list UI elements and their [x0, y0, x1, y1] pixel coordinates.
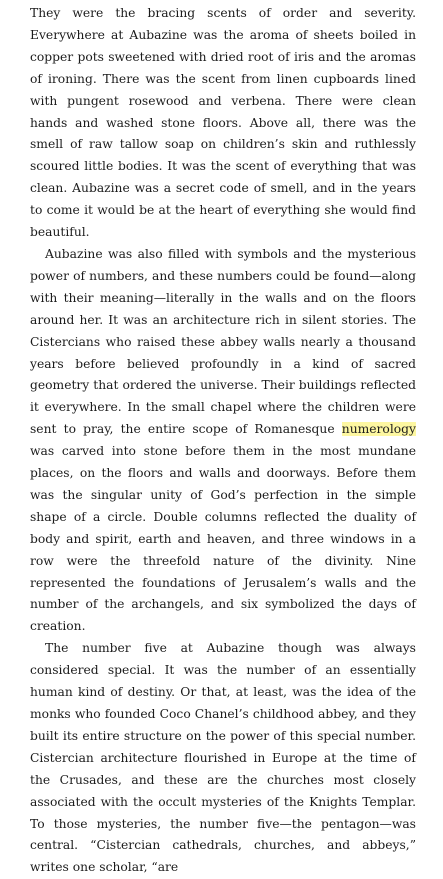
- paragraph-number-five: The number five at Aubazine though was always considered special. It was the number of an essentially human kind of destiny. Or that, at least, was the idea of the monks who founded Coco Chanel’s childhood abbey, and they built its entire structure on the power of this special number. Cistercian architecture flourished in Europe at the time of the Crusades, and these are the churches most closely associated with the occult mysteries of the Knights Templar. To those mysteries, the number five—the pentagon—was central. “Cistercian cathedrals, churches, and abbeys,” writes one scholar, “are: [30, 641, 416, 875]
- paragraph-numbers-text-before: Aubazine was also filled with symbols and the mysterious power of numbers, and these numbers could be found—along with their meaning—literally in the walls and on the floors around her. It was an architecture rich in silent stories. The Cistercians who raised these abbey walls nearly a thousand years before believed profoundly in a kind of sacred geometry that ordered the universe. Their buildings reflected it everywhere. In the small chapel where the children were sent to pray, the entire scope of Romanesque: [30, 246, 416, 437]
- paragraph-scents: They were the bracing scents of order and severity. Everywhere at Aubazine was the aroma of sheets boiled in copper pots sweetened with dried root of iris and the aromas of ironing. There was the scent from linen cupboards lined with pungent rosewood and verbena. There were clean hands and washed stone floors. Above all, there was the smell of raw tallow soap on children’s skin and ruthlessly scoured little bodies. It was the scent of everything that was clean. Aubazine was a secret code of smell, and in the years to come it would be at the heart of everything she would find beautiful.: [30, 6, 416, 240]
- highlighted-word[interactable]: numerology: [341, 422, 416, 437]
- paragraph-numbers-text-after: was carved into stone before them in the most mundane places, on the floors and walls and doorways. Before them was the singular unity of God’s perfection in the simple shape of a circle. Double columns reflected the duality of body and spirit, earth and heaven, and three windows in a row were the threefold nature of the divinity. Nine represented the foundations of Jerusalem’s walls and the number of the archangels, and six symbolized the days of creation.: [30, 444, 416, 634]
- paragraph-numbers: [30, 244, 416, 638]
